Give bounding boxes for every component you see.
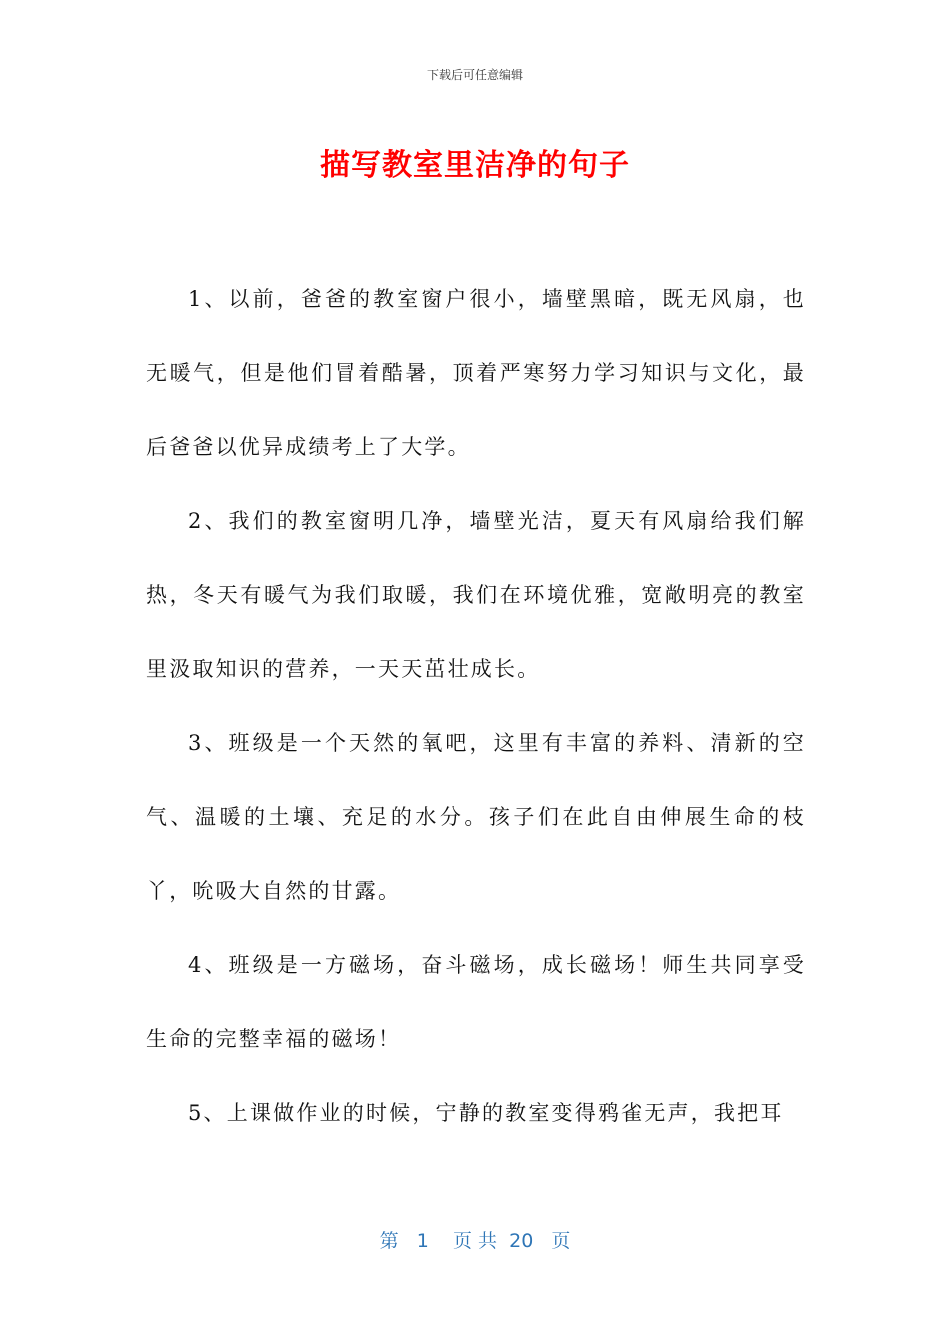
paragraph-2: 2、我们的教室窗明几净，墙壁光洁，夏天有风扇给我们解热，冬天有暖气为我们取暖，我们在环境优雅，宽敞明亮的教室里汲取知识的营养，一天天茁壮成长。 [146,509,806,681]
header-note: 下载后可任意编辑 [426,68,523,82]
footer-total-pages: 20 [509,1230,534,1252]
footer-prefix: 第 [379,1230,399,1252]
page-footer [0,1226,950,1253]
paragraph-3: 3、班级是一个天然的氧吧，这里有丰富的养料、清新的空气、温暖的土壤、充足的水分。孩子们在此自由伸展生命的枝丫，吮吸大自然的甘露。 [146,731,806,903]
paragraph-4: 4、班级是一方磁场，奋斗磁场，成长磁场！师生共同享受生命的完整幸福的磁场！ [146,953,806,1051]
paragraph-5: 5、上课做作业的时候，宁静的教室变得鸦雀无声，我把耳 [188,1101,784,1125]
paragraph-1: 1、以前，爸爸的教室窗户很小，墙壁黑暗，既无风扇，也无暖气，但是他们冒着酷暑，顶着严寒努力学习知识与文化，最后爸爸以优异成绩考上了大学。 [146,287,806,459]
footer-page-number: 1 [416,1230,429,1252]
footer-middle: 页 共 [452,1230,498,1252]
document-title: 描写教室里洁净的句子 [320,148,630,183]
document-body [146,262,806,1150]
footer-suffix: 页 [551,1230,571,1252]
